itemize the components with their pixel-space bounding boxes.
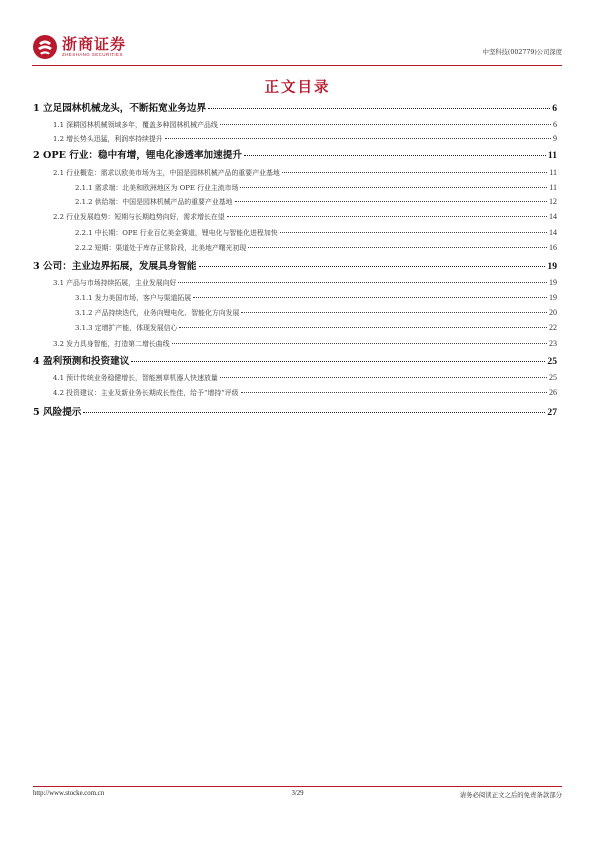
toc-leader-dots (208, 108, 550, 109)
toc-entry[interactable] (75, 242, 557, 252)
toc-entry-label: 2.1 行业概览：需求以欧美市场为主，中国是园林机械产品的重要产业基地 (53, 169, 280, 177)
logo-english-name: ZHESHANG SECURITIES (62, 52, 123, 57)
toc-leader-dots (179, 327, 547, 328)
toc-entry-page: 19 (547, 261, 557, 272)
toc-leader-dots (227, 216, 547, 217)
toc-leader-dots (280, 232, 547, 233)
toc-entry-label: 2 OPE 行业：稳中有增，锂电化渗透率加速提升 (33, 150, 242, 161)
toc-entry[interactable] (33, 353, 557, 367)
toc-entry-label: 2.1.1 需求端：北美和欧洲地区为 OPE 行业主流市场 (75, 184, 239, 192)
toc-entry-label: 1 立足园林机械龙头，不断拓宽业务边界 (33, 103, 207, 114)
toc-entry-page: 19 (549, 293, 557, 302)
footer-divider (33, 786, 562, 787)
toc-entry-page: 6 (553, 120, 557, 129)
toc-entry-page: 9 (553, 134, 557, 143)
toc-leader-dots (131, 361, 545, 362)
toc-entry-label: 3.1.1 发力美国市场，客户与渠道拓展 (75, 294, 192, 302)
toc-title: 正文目录 (264, 80, 331, 96)
toc-entry-page: 11 (547, 150, 557, 161)
page-number: 3/29 (291, 790, 304, 797)
toc-entry-label: 2.2.2 短期：渠道处于库存正常阶段，北美地产曙光初现 (75, 244, 247, 252)
logo-chinese-name: 浙商证券 (62, 35, 127, 53)
toc-entry[interactable] (75, 307, 557, 317)
toc-entry-page: 22 (549, 323, 557, 332)
toc-entry-page: 25 (549, 373, 557, 382)
toc-entry-label: 3.1 产品与市场持续拓展，主业发展向好 (53, 279, 177, 287)
toc-entry-label: 1.1 深耕园林机械领域多年，覆盖多种园林机械产品线 (53, 121, 218, 129)
toc-leader-dots (220, 377, 547, 378)
company-logo (32, 34, 126, 60)
toc-entry[interactable] (75, 196, 557, 206)
toc-entry[interactable] (53, 338, 557, 348)
toc-entry[interactable] (33, 404, 557, 418)
toc-entry-page: 12 (549, 197, 557, 206)
toc-entry-label: 3.2 发力具身智能，打造第二增长曲线 (53, 340, 170, 348)
toc-entry[interactable] (53, 119, 557, 129)
toc-entry-page: 6 (552, 103, 557, 114)
toc-entry[interactable] (75, 322, 557, 332)
toc-entry[interactable] (53, 277, 557, 287)
toc-entry[interactable] (33, 147, 557, 161)
toc-leader-dots (193, 297, 547, 298)
toc-entry[interactable] (75, 227, 557, 237)
toc-leader-dots (241, 312, 547, 313)
toc-entry[interactable] (53, 372, 557, 382)
report-tag: 中坚科技(002779)公司深度 (482, 49, 562, 56)
toc-entry-label: 5 风险提示 (33, 407, 82, 418)
toc-leader-dots (220, 124, 551, 125)
toc-entry-page: 11 (549, 183, 557, 192)
toc-entry-label: 4.1 预计传统业务稳健增长，智能割草机器人快速放量 (53, 374, 218, 382)
toc-leader-dots (241, 392, 547, 393)
toc-entry-page: 11 (549, 168, 557, 177)
toc-entry-page: 14 (549, 228, 557, 237)
toc-entry-page: 20 (549, 308, 557, 317)
toc-entry-label: 3 公司：主业边界拓展，发展具身智能 (33, 261, 197, 272)
toc-entry-page: 14 (549, 212, 557, 221)
header-divider (32, 65, 562, 66)
toc-entry[interactable] (53, 167, 557, 177)
toc-entry-page: 27 (547, 407, 557, 418)
toc-entry-label: 1.2 增长势头迅猛，利润率持续提升 (53, 135, 163, 143)
footer-url-link[interactable]: http://www.stocke.com.cn (33, 790, 105, 797)
toc-entry-label: 2.2 行业发展趋势：短期与长期趋势向好，需求增长在望 (53, 213, 225, 221)
toc-leader-dots (248, 247, 547, 248)
toc-entry[interactable] (75, 292, 557, 302)
toc-entry-label: 4.2 投资建议：主业及新业务长期成长性佳，给予“增持”评级 (53, 389, 239, 397)
zheshang-logo-icon (32, 34, 58, 60)
toc-leader-dots (199, 266, 546, 267)
toc-leader-dots (178, 282, 547, 283)
toc-entry[interactable] (75, 182, 557, 192)
toc-entry-page: 25 (547, 356, 557, 367)
toc-entry-label: 3.1.2 产品持续迭代，业务向锂电化、智能化方向发展 (75, 309, 240, 317)
toc-leader-dots (240, 187, 547, 188)
footer-disclaimer: 请务必阅读正文之后的免责条款部分 (459, 791, 562, 799)
toc-leader-dots (282, 172, 548, 173)
toc-entry-page: 23 (549, 339, 557, 348)
toc-leader-dots (235, 201, 547, 202)
toc-entry-label: 4 盈利预测和投资建议 (33, 356, 130, 367)
toc-entry-page: 19 (549, 278, 557, 287)
toc-entry[interactable] (33, 258, 557, 272)
toc-entry-page: 16 (549, 243, 557, 252)
toc-leader-dots (165, 138, 551, 139)
toc-entry[interactable] (53, 387, 557, 397)
toc-entry-page: 26 (549, 388, 557, 397)
toc-entry-label: 2.1.2 供给端：中国是园林机械产品的重要产业基地 (75, 198, 233, 206)
toc-leader-dots (244, 155, 546, 156)
toc-entry-label: 3.1.3 定增扩产能，体现发展信心 (75, 324, 178, 332)
toc-leader-dots (172, 343, 547, 344)
toc-entry[interactable] (53, 211, 557, 221)
toc-leader-dots (83, 412, 545, 413)
page-header (32, 34, 562, 64)
toc-entry-label: 2.2.1 中长期：OPE 行业百亿美金赛道，锂电化与智能化进程加快 (75, 229, 278, 237)
toc-entry[interactable] (33, 100, 557, 114)
toc-entry[interactable] (53, 133, 557, 143)
